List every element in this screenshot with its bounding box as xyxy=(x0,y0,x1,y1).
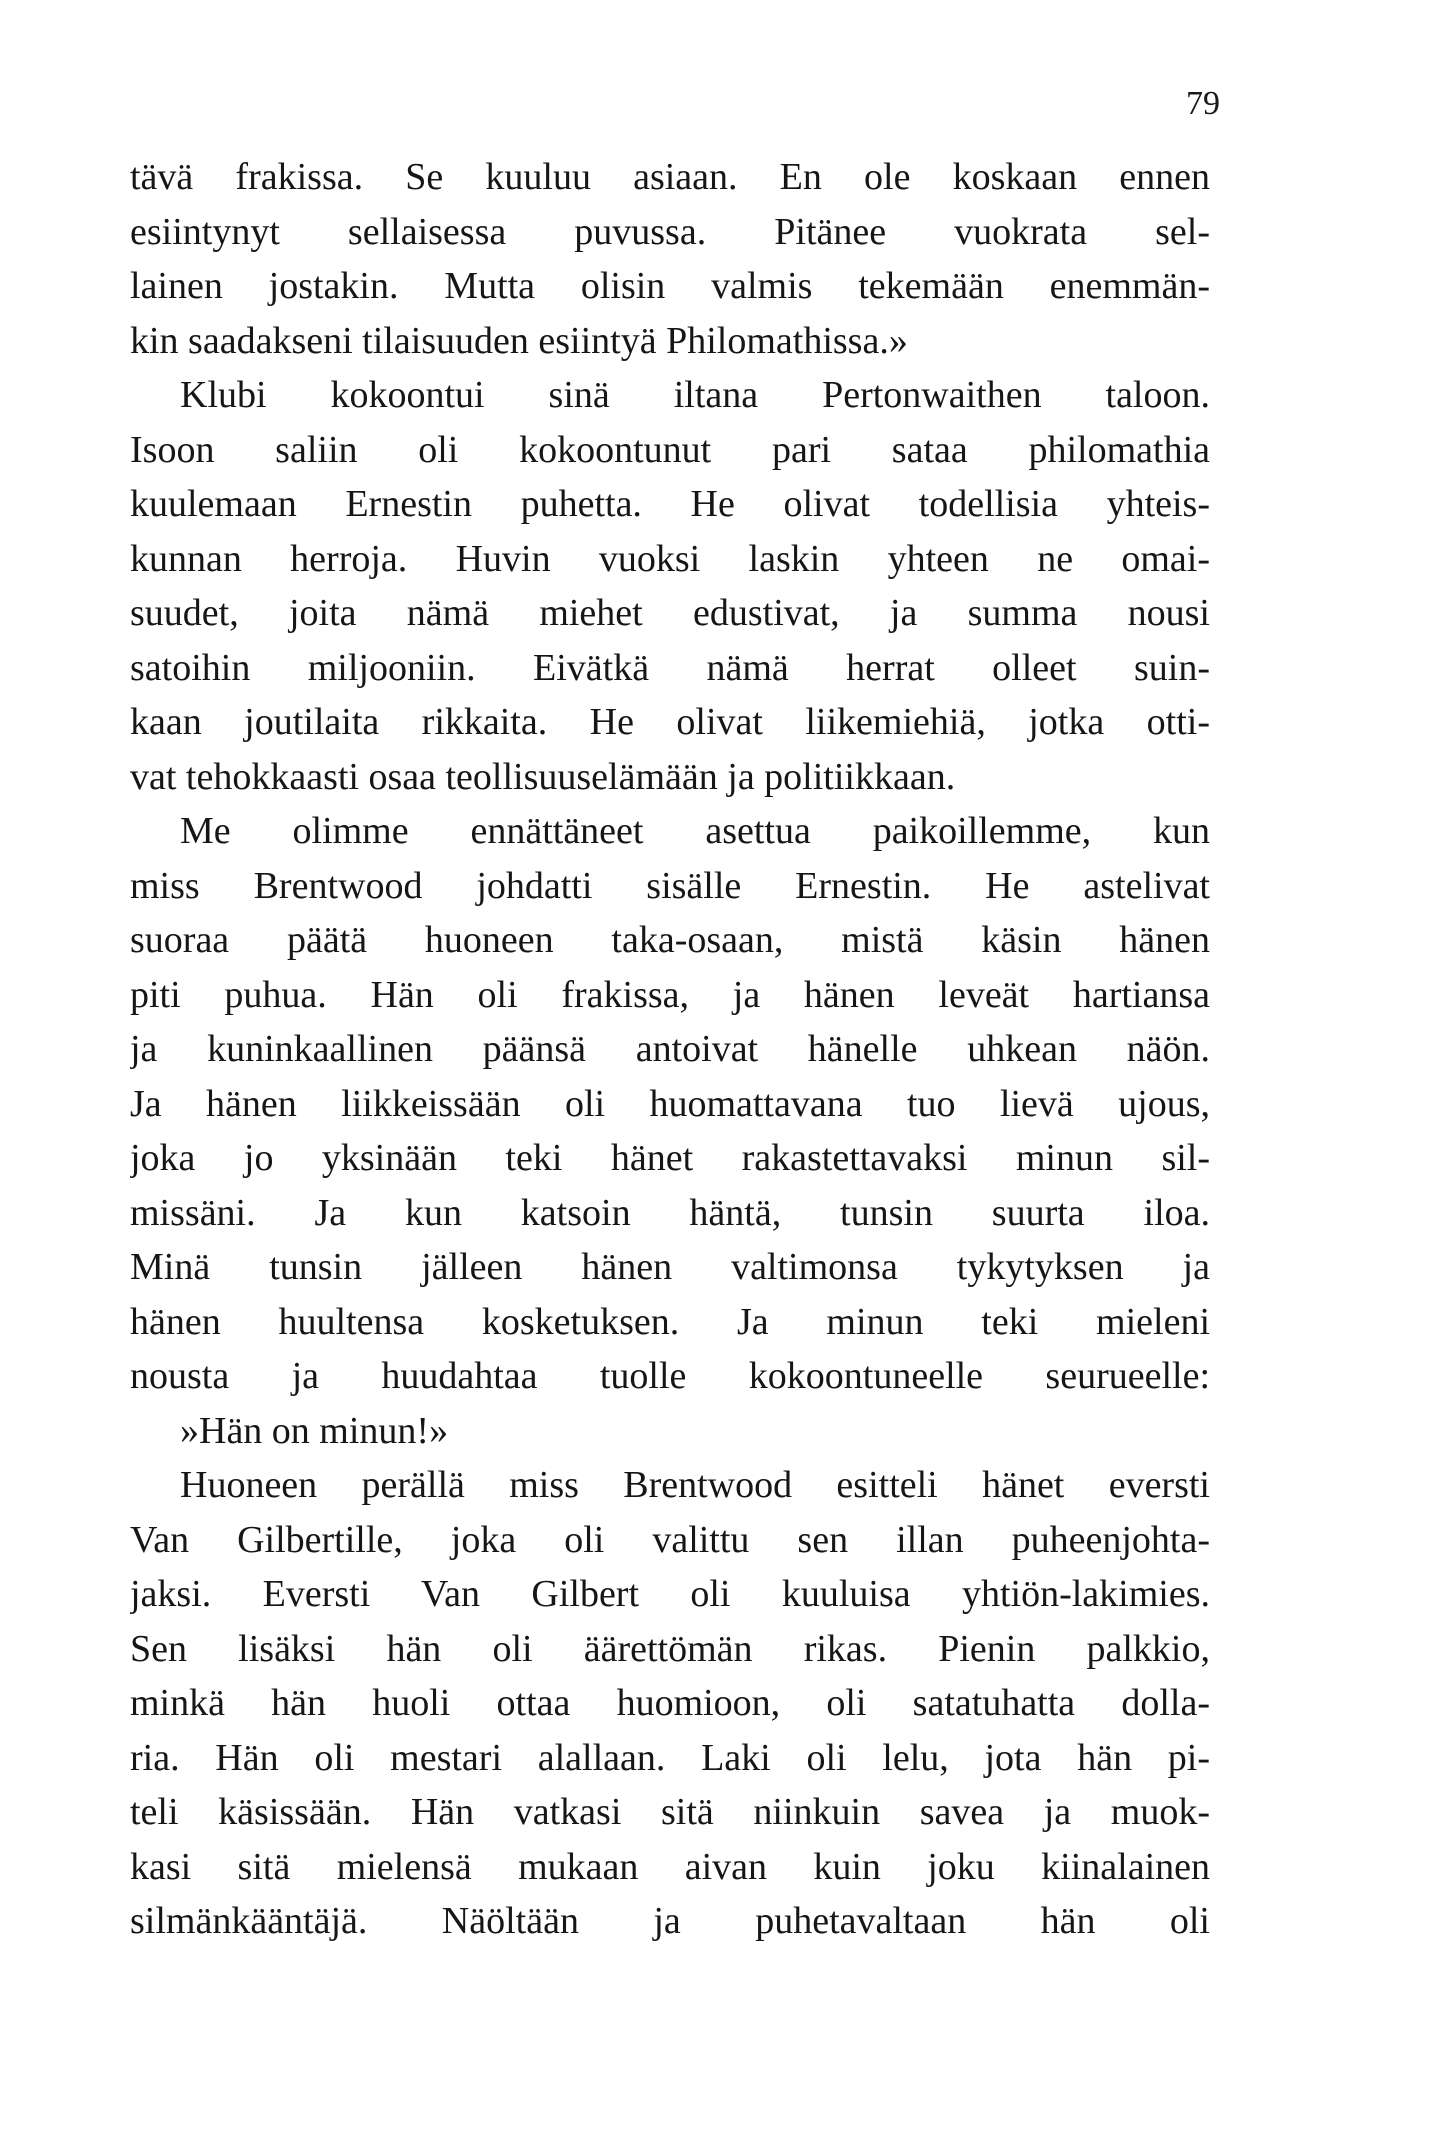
text-line: piti puhua. Hän oli frakissa, ja hänen leveät hartiansa xyxy=(130,973,1210,1016)
text-line: kaan joutilaita rikkaita. He olivat liikemiehiä, jotka otti- xyxy=(130,701,1210,743)
text-line: tävä frakissa. Se kuuluu asiaan. En ole koskaan ennen xyxy=(130,156,1210,198)
text-line: suoraa päätä huoneen taka-osaan, mistä käsin hänen xyxy=(130,919,1210,961)
text-line: Huoneen perällä miss Brentwood esitteli hänet eversti xyxy=(180,1464,1210,1506)
text-line: ria. Hän oli mestari alallaan. Laki oli lelu, jota hän pi- xyxy=(130,1736,1210,1779)
text-line: »Hän on minun!» xyxy=(180,1409,449,1452)
text-line: jaksi. Eversti Van Gilbert oli kuuluisa yhtiön-lakimies. xyxy=(130,1573,1210,1615)
text-line: missäni. Ja kun katsoin häntä, tunsin suurta iloa. xyxy=(130,1191,1210,1234)
text-line: kin saadakseni tilaisuuden esiintyä Philomathissa.» xyxy=(130,319,908,362)
text-line: Sen lisäksi hän oli äärettömän rikas. Pienin palkkio, xyxy=(130,1627,1210,1670)
text-line: teli käsissään. Hän vatkasi sitä niinkuin savea ja muok- xyxy=(130,1791,1210,1833)
text-line: Ja hänen liikkeissään oli huomattavana tuo lievä ujous, xyxy=(130,1082,1210,1125)
text-line: esiintynyt sellaisessa puvussa. Pitänee vuokrata sel- xyxy=(130,210,1210,253)
text-line: ja kuninkaallinen päänsä antoivat hänelle uhkean näön. xyxy=(130,1028,1210,1070)
text-line: suudet, joita nämä miehet edustivat, ja summa nousi xyxy=(130,592,1210,634)
text-line: Klubi kokoontui sinä iltana Pertonwaithen taloon. xyxy=(180,374,1210,416)
text-line: Me olimme ennättäneet asettua paikoillemme, kun xyxy=(180,810,1210,852)
text-line: minkä hän huoli ottaa huomioon, oli satatuhatta dolla- xyxy=(130,1682,1210,1724)
text-line: satoihin miljooniin. Eivätkä nämä herrat olleet suin- xyxy=(130,646,1210,689)
text-line: kuulemaan Ernestin puhetta. He olivat todellisia yhteis- xyxy=(130,483,1210,525)
page-number: 79 xyxy=(1186,85,1220,122)
body-text xyxy=(130,150,1210,1949)
text-line: Isoon saliin oli kokoontunut pari sataa philomathia xyxy=(130,428,1210,471)
text-line: lainen jostakin. Mutta olisin valmis tekemään enemmän- xyxy=(130,265,1210,307)
text-line: Minä tunsin jälleen hänen valtimonsa tykytyksen ja xyxy=(130,1246,1210,1288)
text-line: nousta ja huudahtaa tuolle kokoontuneelle seurueelle: xyxy=(130,1355,1210,1397)
text-line: kasi sitä mielensä mukaan aivan kuin joku kiinalainen xyxy=(130,1845,1210,1888)
text-line: vat tehokkaasti osaa teollisuuselämään ja politiikkaan. xyxy=(130,755,956,798)
text-line: kunnan herroja. Huvin vuoksi laskin yhteen ne omai- xyxy=(130,537,1210,580)
text-line: Van Gilbertille, joka oli valittu sen illan puheenjohta- xyxy=(130,1518,1210,1561)
text-line: hänen huultensa kosketuksen. Ja minun teki mieleni xyxy=(130,1300,1210,1343)
text-line: joka jo yksinään teki hänet rakastettavaksi minun sil- xyxy=(130,1137,1210,1179)
text-line: miss Brentwood johdatti sisälle Ernestin. He astelivat xyxy=(130,864,1210,907)
text-line: silmänkääntäjä. Näöltään ja puhetavaltaan hän oli xyxy=(130,1900,1210,1942)
